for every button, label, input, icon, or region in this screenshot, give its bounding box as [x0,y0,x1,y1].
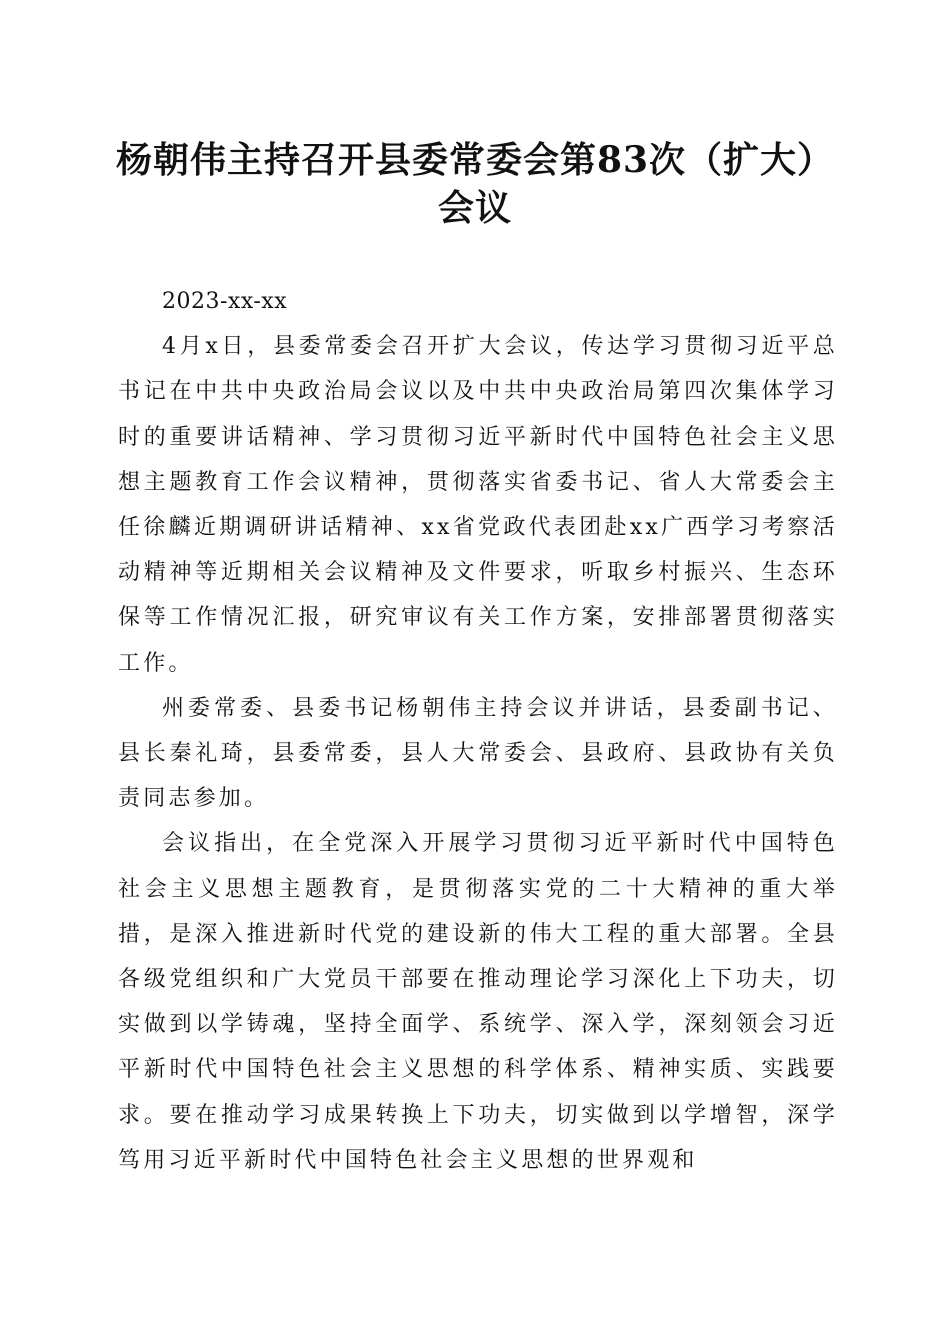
paragraph-1: 4月x日，县委常委会召开扩大会议，传达学习贯彻习近平总书记在中共中央政治局会议以及中共中央政治局第四次集体学习时的重要讲话精神、学习贯彻习近平新时代中国特色社会主义思想主题教育工作会议精神，贯彻落实省委书记、省人大常委会主任徐麟近期调研讲话精神、xx省党政代表团赴xx广西学习考察活动精神等近期相关会议精神及文件要求，听取乡村振兴、生态环保等工作情况汇报，研究审议有关工作方案，安排部署贯彻落实工作。 [118,334,838,676]
paragraph-2: 州委常委、县委书记杨朝伟主持会议并讲话，县委副书记、县长秦礼琦，县委常委，县人大常委会、县政府、县政协有关负责同志参加。 [118,695,838,812]
document-title-line-2: 会议 [437,187,512,229]
document-date: 2023-xx-xx [162,289,288,314]
paragraph-3: 会议指出，在全党深入开展学习贯彻习近平新时代中国特色社会主义思想主题教育，是贯彻落实党的二十大精神的重大举措，是深入推进新时代党的建设新的伟大工程的重大部署。全县各级党组织和广大党员干部要在推动理论学习深化上下功夫，切实做到以学铸魂，坚持全面学、系统学、深入学，深刻领会习近平新时代中国特色社会主义思想的科学体系、精神实质、实践要求。要在推动学习成果转换上下功夫，切实做到以学增智，深学笃用习近平新时代中国特色社会主义思想的世界观和 [118,831,838,1173]
document-title-line-1: 杨朝伟主持召开县委常委会第83次（扩大） [115,139,835,181]
document-body [118,279,838,1183]
